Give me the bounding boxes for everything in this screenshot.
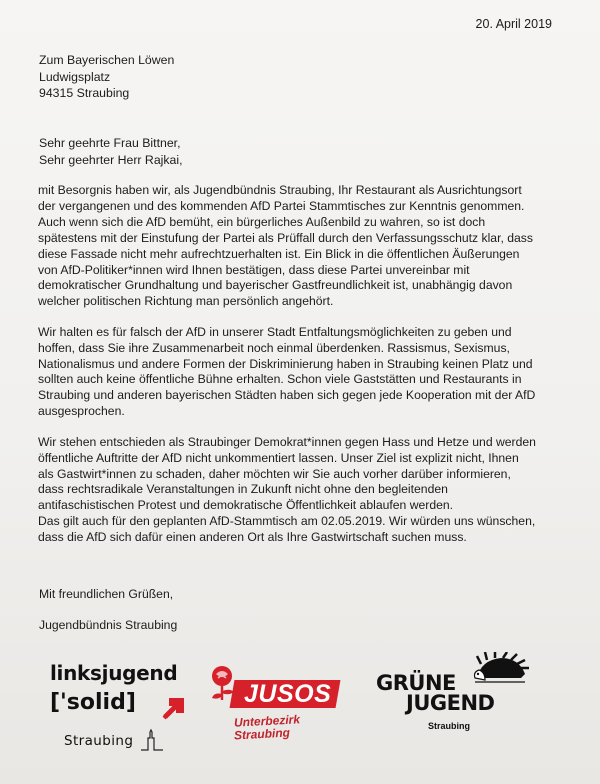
body-paragraph xyxy=(38,435,568,546)
body-line: Auch wenn sich die AfD bemüht, ein bürgerliches Außenbild zu wahren, so ist doch xyxy=(38,214,486,229)
gruene-jugend-logo xyxy=(376,652,556,732)
body-paragraph xyxy=(38,325,568,420)
body-line: Das gilt auch für den geplanten AfD-Stammtisch am 02.05.2019. Wir würden uns wünschen, xyxy=(38,514,536,529)
body-line: Wir halten es für falsch der AfD in unserer Stadt Entfaltungsmöglichkeiten zu geben und xyxy=(38,324,512,339)
letter-date: 20. April 2019 xyxy=(475,17,552,31)
body-line: Wir stehen entschieden als Straubinger Demokrat*innen gegen Hass und Hetze und werden xyxy=(38,434,536,449)
body-line: öffentliche Auftritte der AfD nicht unkommentiert lassen. Unser Ziel ist explizit nicht, Ihnen xyxy=(38,450,519,465)
body-line: der vergangenen und des kommenden AfD Partei Stammtisches zur Kenntnis genommen. xyxy=(38,198,525,213)
rose-icon xyxy=(206,664,246,706)
arrow-icon xyxy=(160,696,186,722)
letter-body xyxy=(38,183,568,561)
closing: Mit freundlichen Grüßen, xyxy=(39,587,174,601)
salutation-line: Sehr geehrte Frau Bittner, xyxy=(39,136,181,150)
body-line: dass rechtsradikale Veranstaltungen in Zukunft nicht ohne den begleitenden xyxy=(38,482,448,497)
solid-wordmark: ['solid] xyxy=(50,690,136,715)
salutation xyxy=(39,135,183,168)
jugend-wordmark: JUGEND xyxy=(406,691,495,715)
jusos-city: Straubing xyxy=(233,725,291,743)
body-line: demokratischer Grundhaltung und bayerischer Gastfreundlichkeit ist, unabhängig davon xyxy=(38,278,513,293)
body-line: antifaschistischen Protest und demokratische Öffentlichkeit ablaufen werden. xyxy=(38,498,454,513)
signature: Jugendbündnis Straubing xyxy=(39,618,178,632)
body-line: welcher politischen Richtung man persönlich angehört. xyxy=(38,294,334,309)
gruene-wordmark: GRÜNE xyxy=(376,671,456,695)
body-line: Nationalismus und andere Formen der Diskriminierung haben in Straubing keinen Platz und xyxy=(38,356,533,371)
recipient-street: Ludwigsplatz xyxy=(39,69,111,84)
body-line: Straubing und anderen bayerischen Städten haben sich gegen jede Kooperation mit der AfD xyxy=(38,388,536,403)
body-line: mit Besorgnis haben wir, als Jugendbündnis Straubing, Ihr Restaurant als Ausrichtungsort xyxy=(38,183,522,197)
body-line: von AfD-Politiker*innen wird Ihnen bestätigen, dass diese Partei unvereinbar mit xyxy=(38,262,470,277)
linksjugend-city: Straubing xyxy=(64,733,134,749)
recipient-address xyxy=(39,52,174,102)
body-line: dass die AfD sich dafür einen anderen Ort als Ihre Gastwirtschaft suchen muss. xyxy=(38,530,467,545)
jusos-wordmark: JUSOS xyxy=(244,680,332,708)
recipient-name: Zum Bayerischen Löwen xyxy=(39,53,175,67)
body-line: diese Fassade nicht mehr aufrechtzuerhalten ist. Ein Blick in die öffentlichen Äußerungen xyxy=(38,246,520,261)
hedgehog-icon xyxy=(471,652,531,686)
body-line: als Gastwirt*innen zu schaden, daher möchten wir Sie auch vorher darüber informieren, xyxy=(38,466,511,481)
body-line: spätestens mit der Einstufung der Partei als Prüffall durch den Verfassungsschutz klar, dass xyxy=(38,230,533,245)
recipient-city: 94315 Straubing xyxy=(39,86,130,100)
body-line: sollten auch keine öffentliche Bühne erhalten. Schon viele Gaststätten und Restaurants in xyxy=(38,372,522,387)
linksjugend-logo xyxy=(50,661,200,761)
tower-icon xyxy=(139,726,165,752)
body-paragraph xyxy=(38,183,568,310)
linksjugend-wordmark: linksjugend xyxy=(50,661,178,685)
jusos-subtitle: Unterbezirk xyxy=(233,712,301,730)
gruene-jugend-city: Straubing xyxy=(428,721,470,731)
body-line: hoffen, dass Sie ihre Zusammenarbeit noch einmal überdenken. Rassismus, Sexismus, xyxy=(38,340,510,355)
salutation-line: Sehr geehrter Herr Rajkai, xyxy=(39,152,183,167)
body-line: ausgesprochen. xyxy=(38,404,125,419)
jusos-logo xyxy=(204,664,344,744)
